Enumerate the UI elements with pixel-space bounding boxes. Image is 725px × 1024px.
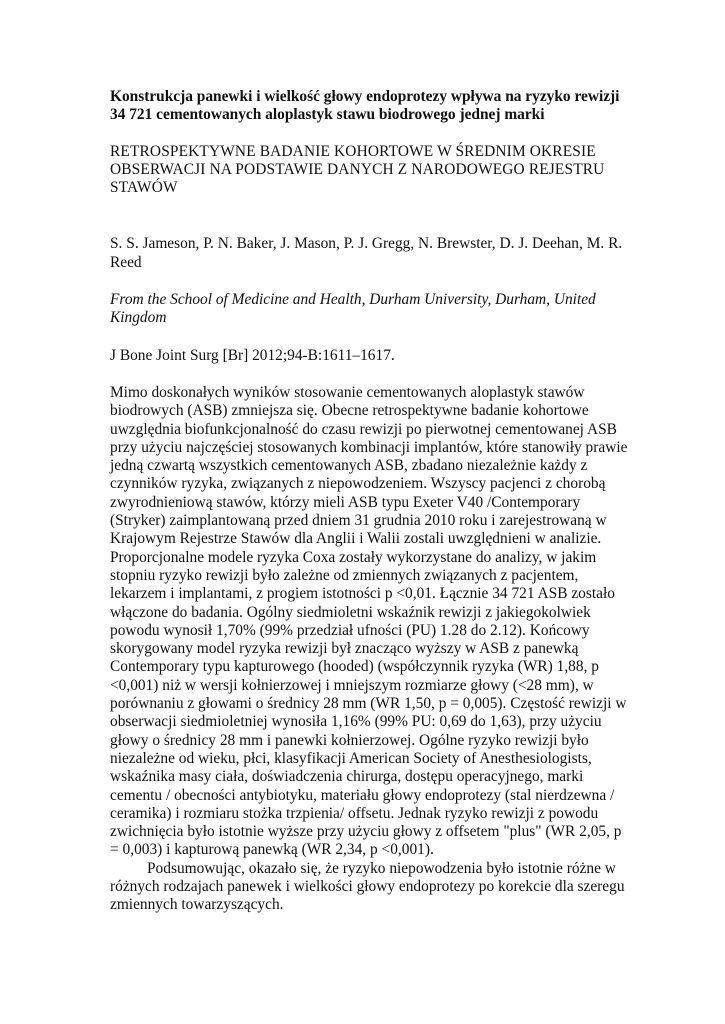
article-title: Konstrukcja panewki i wielkość głowy endoprotezy wpływa na ryzyko rewizji 34 721 cementowanych aloplastyk stawu biodrowego jednej marki	[110, 88, 620, 124]
document-page	[110, 88, 630, 915]
author-list: S. S. Jameson, P. N. Baker, J. Mason, P. J. Gregg, N. Brewster, D. J. Deehan, M. R. Reed	[110, 235, 623, 271]
abstract-paragraph: Mimo doskonałych wyników stosowanie cementowanych aloplastyk stawów biodrowych (ASB) zmniejsza się. Obecne retrospektywne badanie kohortowe uwzględnia biofunkcjonalność do czasu rewizji po pierwotnej cementowanej ASB przy użyciu najczęściej stosowanych kombinacji implantów, które stanowiły prawie jedną czwartą wszystkich cementowanych ASB, zbadano niezależnie każdy z czynników ryzyka, związanych z niepowodzeniem. Wszyscy pacjenci z chorobą zwyrodnieniową stawów, którzy mieli ASB typu Exeter V40 /Contemporary (Stryker) zaimplantowaną przed dniem 31 grudnia 2010 roku i zarejestrowaną w Krajowym Rejestrze Stawów dla Anglii i Walii zostali uwzględnieni w analizie. Proporcjonalne modele ryzyka Coxa zostały wykorzystane do analizy, w jakim stopniu ryzyko rewizji było zależne od zmiennych związanych z pacjentem, lekarzem i implantami, z progiem istotności p <0,01. Łącznie 34 721 ASB zostało włączone do badania. Ogólny siedmioletni wskaźnik rewizji z jakiegokolwiek powodu wynosił 1,70% (99% przedział ufności (PU) 1.28 do 2.12). Końcowy skorygowany model ryzyka rewizji był znacząco wyższy w ASB z panewką Contemporary typu kapturowego (hooded) (współczynnik ryzyka (WR) 1,88, p <0,001) niż w wersji kołnierzowej i mniejszym rozmiarze głowy (<28 mm), w porównaniu z głowami o średnicy 28 mm (WR 1,50, p = 0,005). Częstość rewizji w obserwacji siedmioletniej wynosiła 1,16% (99% PU: 0,69 do 1,63), przy użyciu głowy o średnicy 28 mm i panewki kołnierzowej. Ogólne ryzyko rewizji było niezależne od wieku, płci, klasyfikacji American Society of Anesthesiologists, wskaźnika masy ciała, doświadczenia chirurga, dostępu operacyjnego, marki cementu / obecności antybiotyku, materiału głowy endoprotezy (stal nierdzewna / ceramika) i rozmiaru stożka trzpienia/ offsetu. Jednak ryzyko rewizji z powodu zwichnięcia było istotnie wyższe przy użyciu głowy z offsetem "plus" (WR 2,05, p = 0,003) i kapturową panewką (WR 2,34, p <0,001).	[110, 383, 628, 859]
author-affiliation: From the School of Medicine and Health, Durham University, Durham, United Kingdom	[110, 291, 596, 327]
abstract-conclusion-paragraph: Podsumowując, okazało się, że ryzyko niepowodzenia było istotnie różne w różnych rodzajach panewek i wielkości głowy endoprotezy po korekcie dla szeregu zmiennych towarzyszących.	[110, 859, 625, 914]
journal-citation: J Bone Joint Surg [Br] 2012;94-B:1611–1617.	[110, 346, 395, 364]
abstract	[110, 384, 630, 915]
article-subtitle: RETROSPEKTYWNE BADANIE KOHORTOWE W ŚREDNIM OKRESIE OBSERWACJI NA PODSTAWIE DANYCH Z NARODOWEGO REJESTRU STAWÓW	[110, 142, 605, 197]
